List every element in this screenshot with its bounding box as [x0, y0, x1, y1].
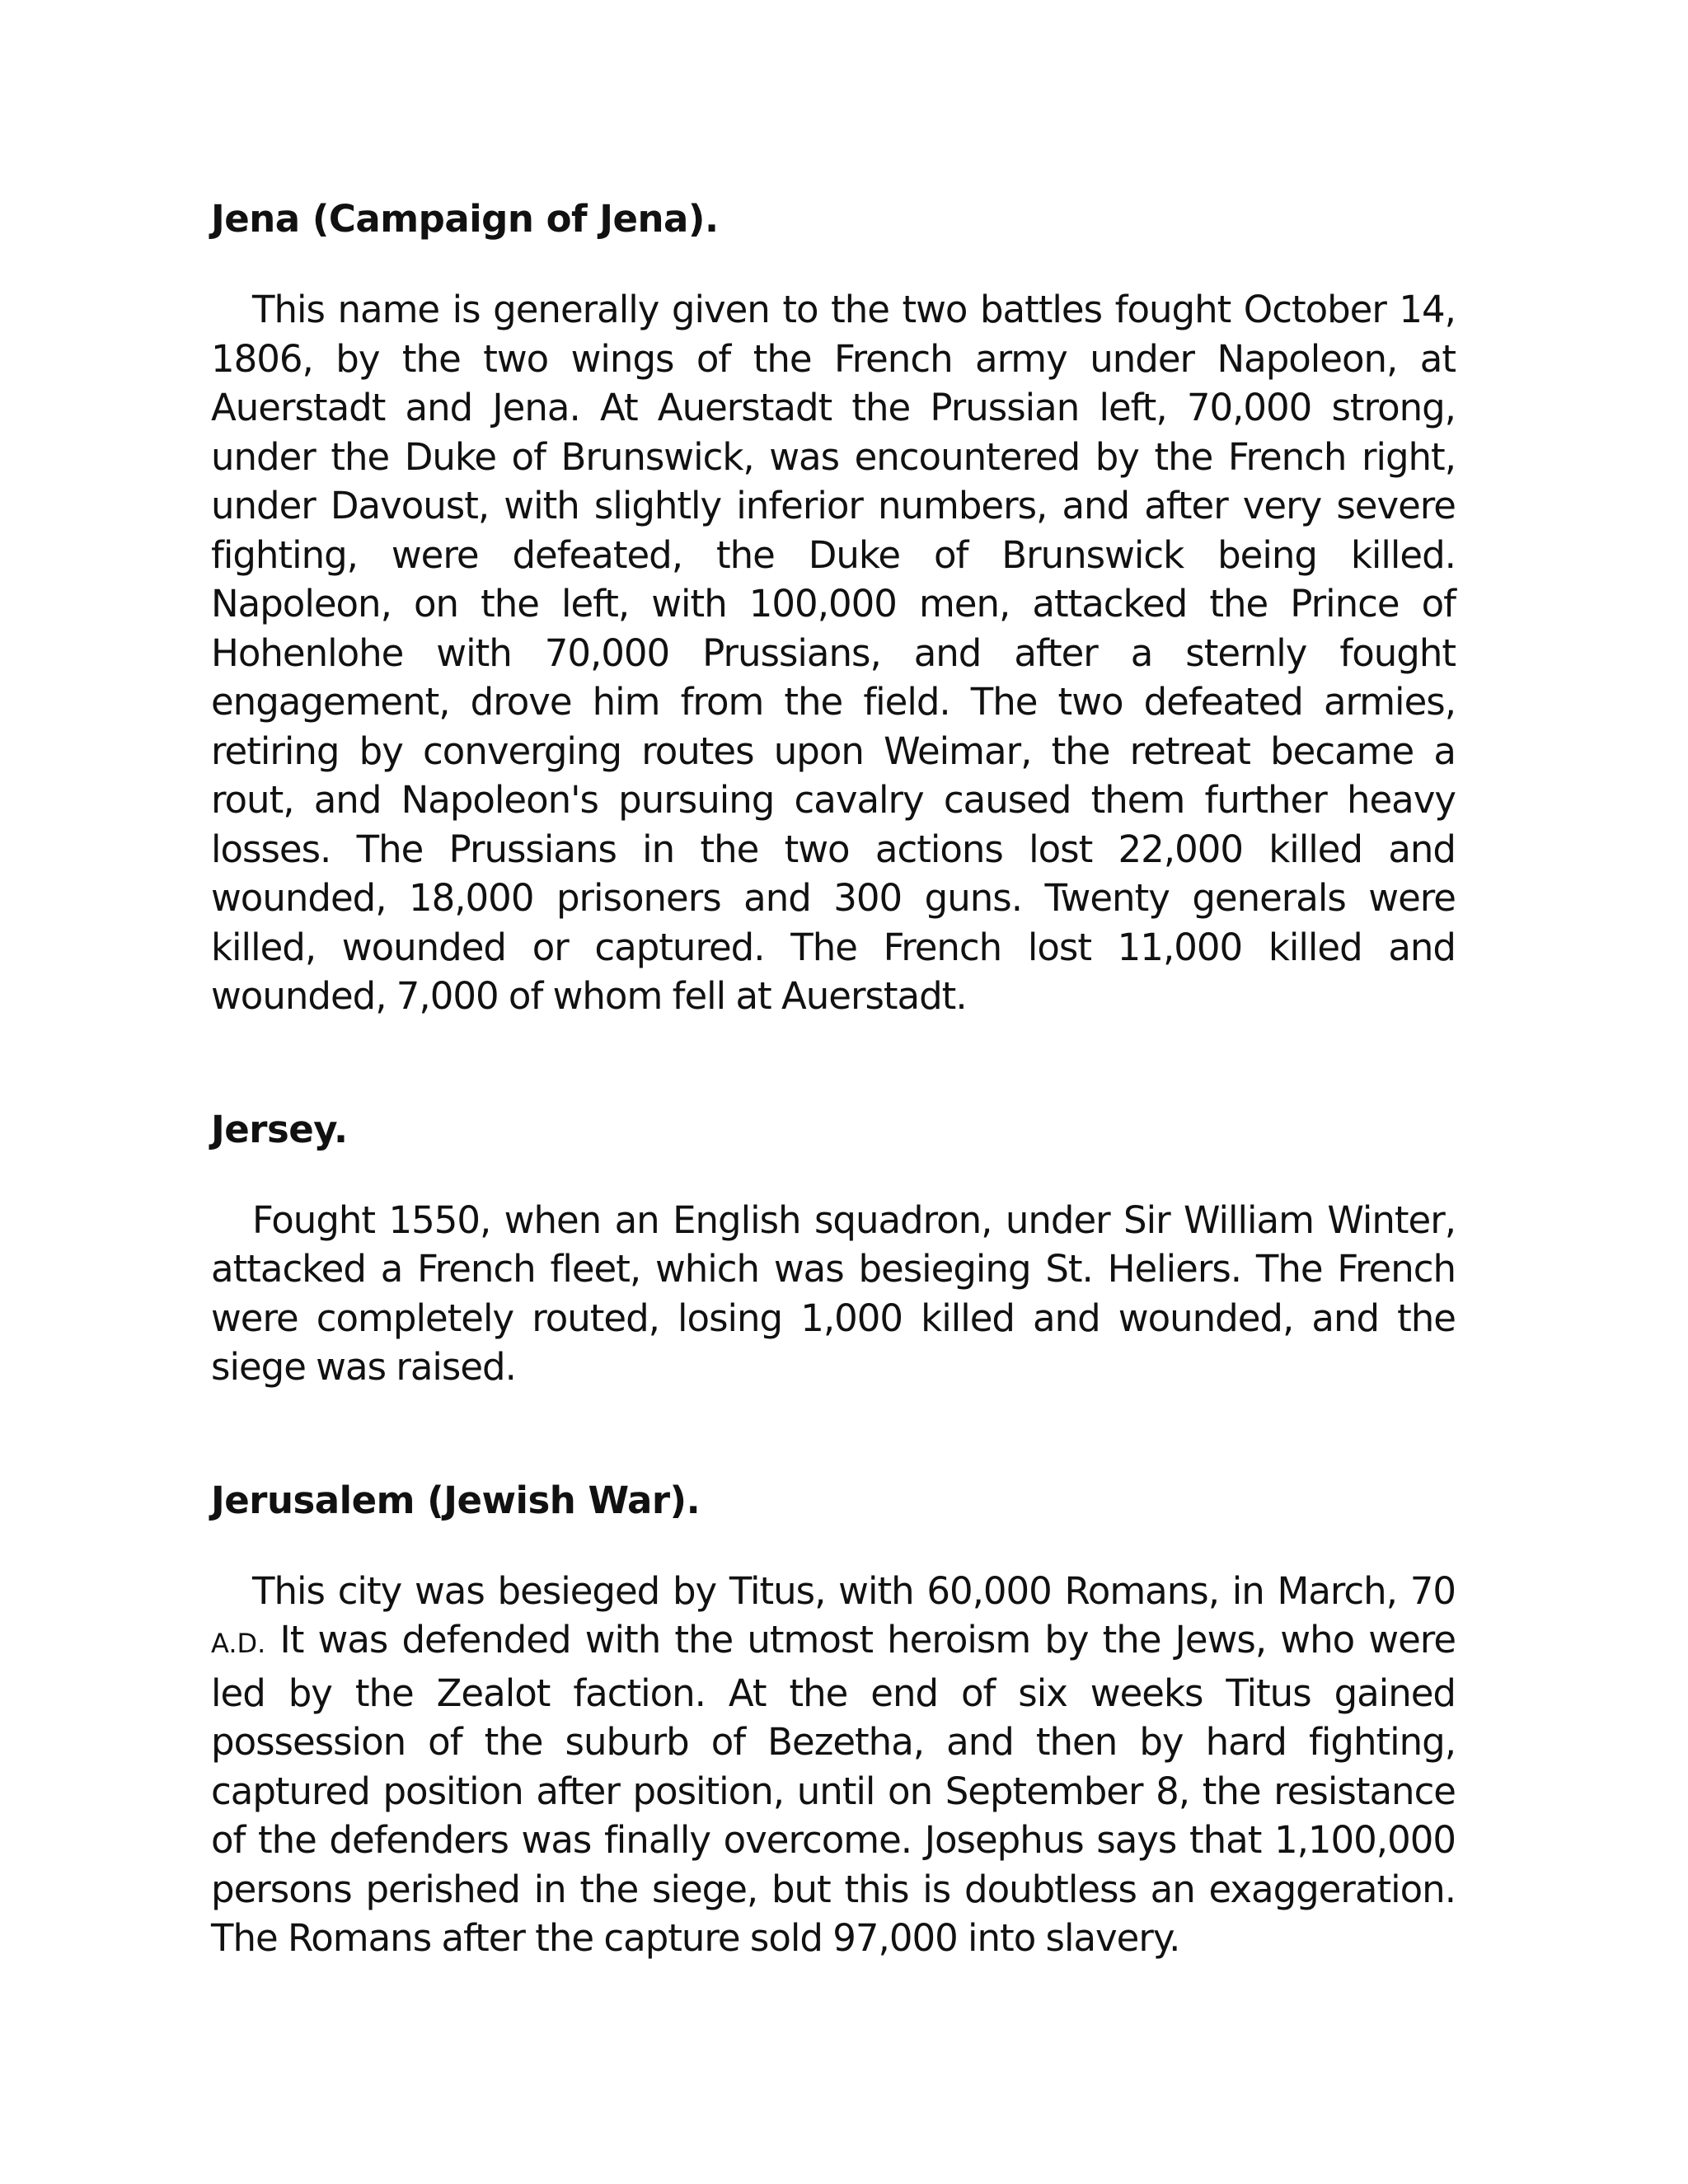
entry-body: Fought 1550, when an English squadron, under Sir William Winter, attacked a French fleet, which was besieging St. Heliers. The French were completely routed, losing 1,000 killed and wounded, and the siege was raised. [211, 1197, 1456, 1389]
entry-body-start: This city was besieged by Titus, with 60,000 Romans, in March, 70 [252, 1568, 1456, 1613]
entry-jerusalem [211, 1476, 1456, 1963]
document-page [211, 194, 1456, 1963]
entry-body: This name is generally given to the two battles fought October 14, 1806, by the two wings of the French army under Napoleon, at Auerstadt and Jena. At Auerstadt the Prussian left, 70,000 strong, under the Duke of Brunswick, was encountered by the French right, under Davoust, with slightly inferior numbers, and after very severe fighting, were defeated, the Duke of Brunswick being killed. Napoleon, on the left, with 100,000 men, attacked the Prince of Hohenlohe with 70,000 Prussians, and after a sternly fought engagement, drove him from the field. The two defeated armies, retiring by converging routes upon Weimar, the retreat became a rout, and Napoleon's pursuing cavalry caused them further heavy losses. The Prussians in the two actions lost 22,000 killed and wounded, 18,000 prisoners and 300 guns. Twenty generals were killed, wounded or captured. The French lost 11,000 killed and wounded, 7,000 of whom fell at Auerstadt. [211, 288, 1456, 1018]
entry-body [211, 1567, 1456, 1963]
entry-title: Jena (Campaign of Jena). [211, 197, 719, 241]
entry-body-end: It was defended with the utmost heroism by the Jews, who were led by the Zealot faction. At the end of six weeks Titus gained possession of the suburb of Bezetha, and then by hard fighting, captured position after position, until on September 8, the resistance of the defenders was finally overcome. Josephus says that 1,100,000 persons perished in the siege, but this is doubtless an exaggeration. The Romans after the capture sold 97,000 into slavery. [211, 1618, 1456, 1960]
era-abbreviation: A.D. [211, 1628, 266, 1659]
entry-title: Jerusalem (Jewish War). [211, 1478, 701, 1522]
entry-title: Jersey. [211, 1107, 348, 1151]
entry-jersey [211, 1105, 1456, 1392]
entry-jena [211, 194, 1456, 1021]
